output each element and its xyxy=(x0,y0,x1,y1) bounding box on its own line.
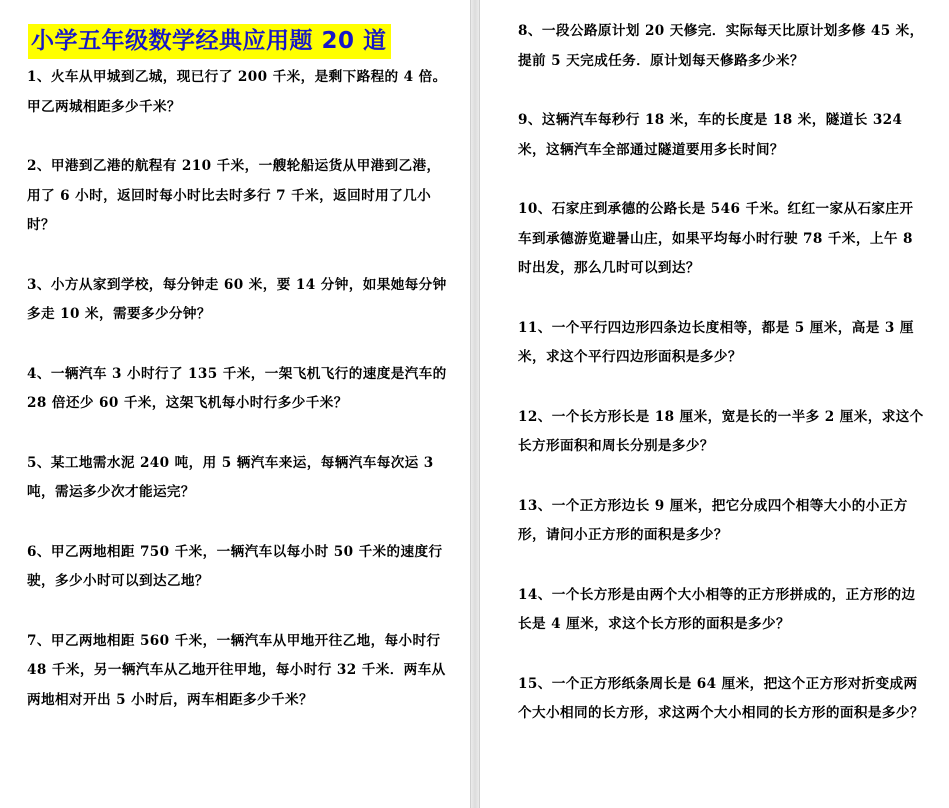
problem-14: 14、一个长方形是由两个大小相等的正方形拼成的，正方形的边长是 4 厘米，求这个长方形的面积是多少？ xyxy=(518,586,916,632)
problem-6: 6、甲乙两地相距 750 千米，一辆汽车以每小时 50 千米的速度行驶，多少小时可以到达乙地？ xyxy=(27,543,443,589)
right-page xyxy=(480,0,949,808)
problem-4: 4、一辆汽车 3 小时行了 135 千米，一架飞机飞行的速度是汽车的 28 倍还少 60 千米，这架飞机每小时行多少千米？ xyxy=(27,365,447,411)
problem-8: 8、一段公路原计划 20 天修完．实际每天比原计划多修 45 米，提前 5 天完成任务．原计划每天修路多少米？ xyxy=(518,23,924,69)
problem-3: 3、小方从家到学校，每分钟走 60 米，要 14 分钟，如果她每分钟多走 10 米，需要多少分钟？ xyxy=(27,276,447,322)
problem-1: 1、火车从甲城到乙城，现已行了 200 千米，是剩下路程的 4 倍。甲乙两城相距多少千米？ xyxy=(27,69,447,115)
left-page xyxy=(0,0,470,808)
problem-11: 11、一个平行四边形四条边长度相等，都是 5 厘米，高是 3 厘米，求这个平行四边形面积是多少？ xyxy=(518,319,914,365)
problem-10: 10、石家庄到承德的公路长是 546 千米。红红一家从石家庄开车到承德游览避暑山庄，如果平均每小时行驶 78 千米，上午 8 时出发，那么几时可以到达？ xyxy=(518,201,914,276)
problem-2: 2、甲港到乙港的航程有 210 千米，一艘轮船运货从甲港到乙港，用了 6 小时，返回时每小时比去时多行 7 千米，返回时用了几小时？ xyxy=(27,158,441,233)
problem-12: 12、一个长方形长是 18 厘米，宽是长的一半多 2 厘米，求这个长方形面积和周长分别是多少？ xyxy=(518,408,924,454)
problem-13: 13、一个正方形边长 9 厘米，把它分成四个相等大小的小正方形，请问小正方形的面积是多少？ xyxy=(518,497,908,543)
problem-5: 5、某工地需水泥 240 吨，用 5 辆汽车来运，每辆汽车每次运 3 吨，需运多少次才能运完？ xyxy=(27,454,434,500)
problem-9: 9、这辆汽车每秒行 18 米，车的长度是 18 米，隧道长 324 米，这辆汽车全部通过隧道要用多长时间？ xyxy=(518,112,903,158)
problem-7: 7、甲乙两地相距 560 千米，一辆汽车从甲地开往乙地，每小时行 48 千米，另一辆汽车从乙地开往甲地，每小时行 32 千米．两车从两地相对开出 5 小时后，两车相距多少千米？ xyxy=(27,632,446,708)
document-title: 小学五年级数学经典应用题 20 道 xyxy=(28,24,391,59)
problem-15: 15、一个正方形纸条周长是 64 厘米，把这个正方形对折变成两个大小相同的长方形，求这两个大小相同的长方形的面积是多少？ xyxy=(518,675,924,721)
page-gutter xyxy=(470,0,480,808)
